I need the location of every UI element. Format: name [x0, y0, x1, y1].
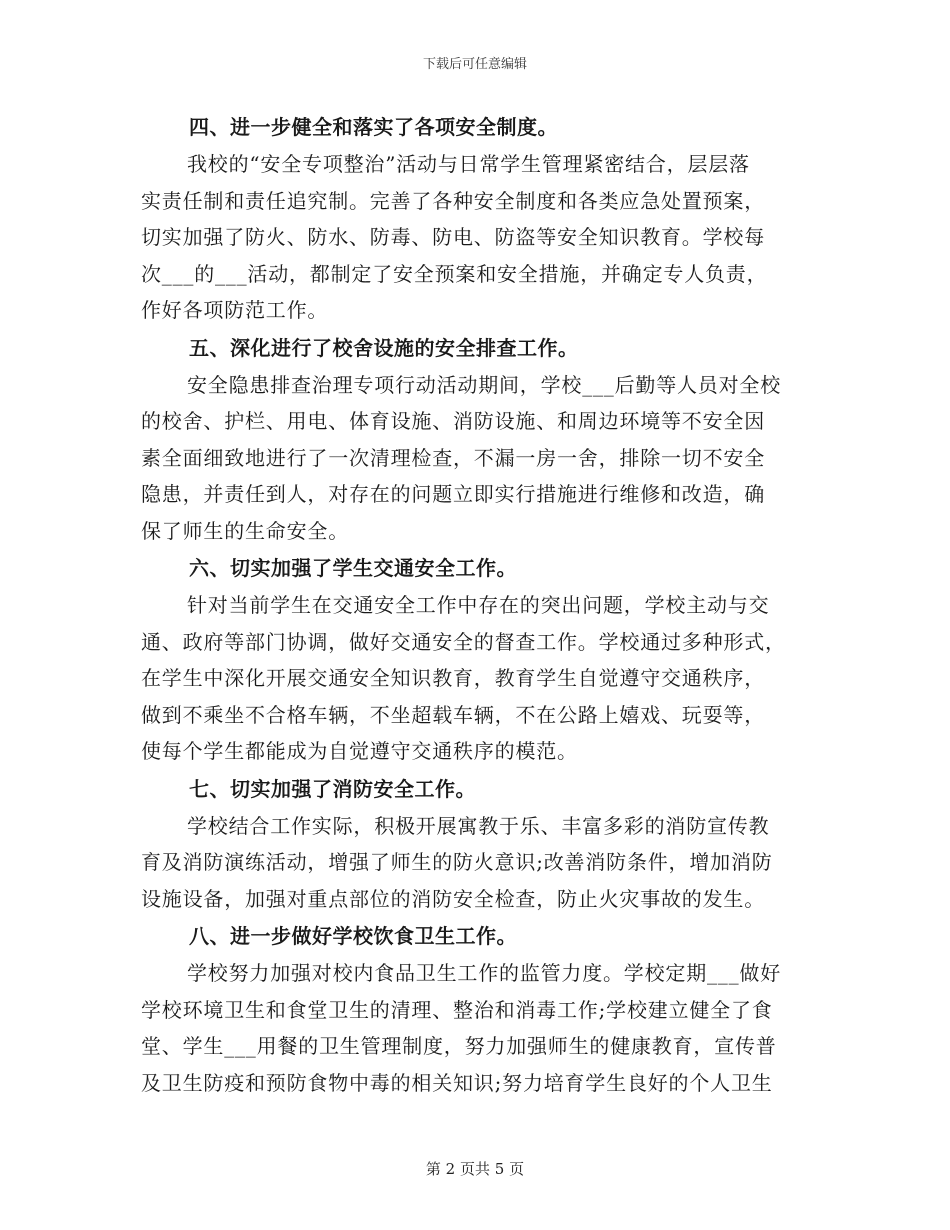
section-heading: 七、切实加强了消防安全工作。: [189, 776, 476, 801]
paragraph-line: 设施设备，加强对重点部位的消防安全检查，防止火灾事故的发生。: [141, 886, 765, 911]
paragraph-line: 做到不乘坐不合格车辆，不坐超载车辆，不在公路上嬉戏、玩耍等，: [141, 702, 765, 727]
paragraph-line: 学校努力加强对校内食品卫生工作的监管力度。学校定期___做好: [187, 961, 781, 985]
paragraph-line: 学校结合工作实际，积极开展寓教于乐、丰富多彩的消防宣传教: [187, 813, 770, 838]
section-heading: 八、进一步做好学校饮食卫生工作。: [189, 924, 517, 948]
paragraph-line: 及卫生防疫和预防食物中毒的相关知识;努力培育学生良好的个人卫生: [141, 1070, 773, 1095]
section-paragraph: [141, 367, 809, 550]
page-number-footer: 第 2 页共 5 页: [425, 1160, 525, 1178]
section-paragraph: [141, 955, 809, 1101]
paragraph-line: 学校环境卫生和食堂卫生的清理、整治和消毒工作;学校建立健全了食: [141, 997, 773, 1022]
paragraph-line: 堂、学生___用餐的卫生管理制度，努力加强师生的健康教育，宣传普: [141, 1034, 777, 1058]
paragraph-line: 在学生中深化开展交通安全知识教育，教育学生自觉遵守交通秩序，: [141, 666, 765, 690]
section-paragraph: [141, 808, 809, 918]
page-header-note: 下载后可任意编辑: [422, 57, 527, 72]
paragraph-line: 我校的“安全专项整治”活动与日常学生管理紧密结合，层层落: [187, 152, 750, 176]
paragraph-line: 的校舍、护栏、用电、体育设施、消防设施、和周边环境等不安全因: [141, 409, 765, 433]
section-paragraph: [141, 587, 809, 770]
paragraph-line: 素全面细致地进行了一次清理检查，不漏一房一舍，排除一切不安全: [141, 445, 765, 470]
paragraph-line: 使每个学生都能成为自觉遵守交通秩序的模范。: [141, 739, 578, 763]
paragraph-line: 安全隐患排查治理专项行动活动期间，学校___后勤等人员对全校: [187, 372, 781, 397]
document-body: [141, 108, 809, 1101]
paragraph-line: 次___的___活动，都制定了安全预案和安全措施，并确定专人负责，: [141, 261, 768, 286]
paragraph-line: 保了师生的生命安全。: [141, 518, 349, 543]
paragraph-line: 隐患，并责任到人，对存在的问题立即实行措施进行维修和改造，确: [141, 482, 765, 506]
paragraph-line: 作好各项防范工作。: [141, 298, 329, 322]
paragraph-line: 实责任制和责任追究制。完善了各种安全制度和各类应急处置预案，: [141, 188, 765, 213]
section-heading: 五、深化进行了校舍设施的安全排查工作。: [189, 335, 579, 360]
paragraph-line: 育及消防演练活动，增强了师生的防火意识;改善消防条件，增加消防: [141, 850, 773, 874]
section-heading: 四、进一步健全和落实了各项安全制度。: [189, 115, 558, 139]
paragraph-line: 切实加强了防火、防水、防毒、防电、防盗等安全知识教育。学校每: [141, 225, 765, 249]
section-paragraph: [141, 146, 809, 329]
paragraph-line: 通、政府等部门协调，做好交通安全的督查工作。学校通过多种形式，: [141, 629, 786, 654]
section-heading: 六、切实加强了学生交通安全工作。: [189, 556, 517, 580]
paragraph-line: 针对当前学生在交通安全工作中存在的突出问题，学校主动与交: [187, 593, 770, 617]
